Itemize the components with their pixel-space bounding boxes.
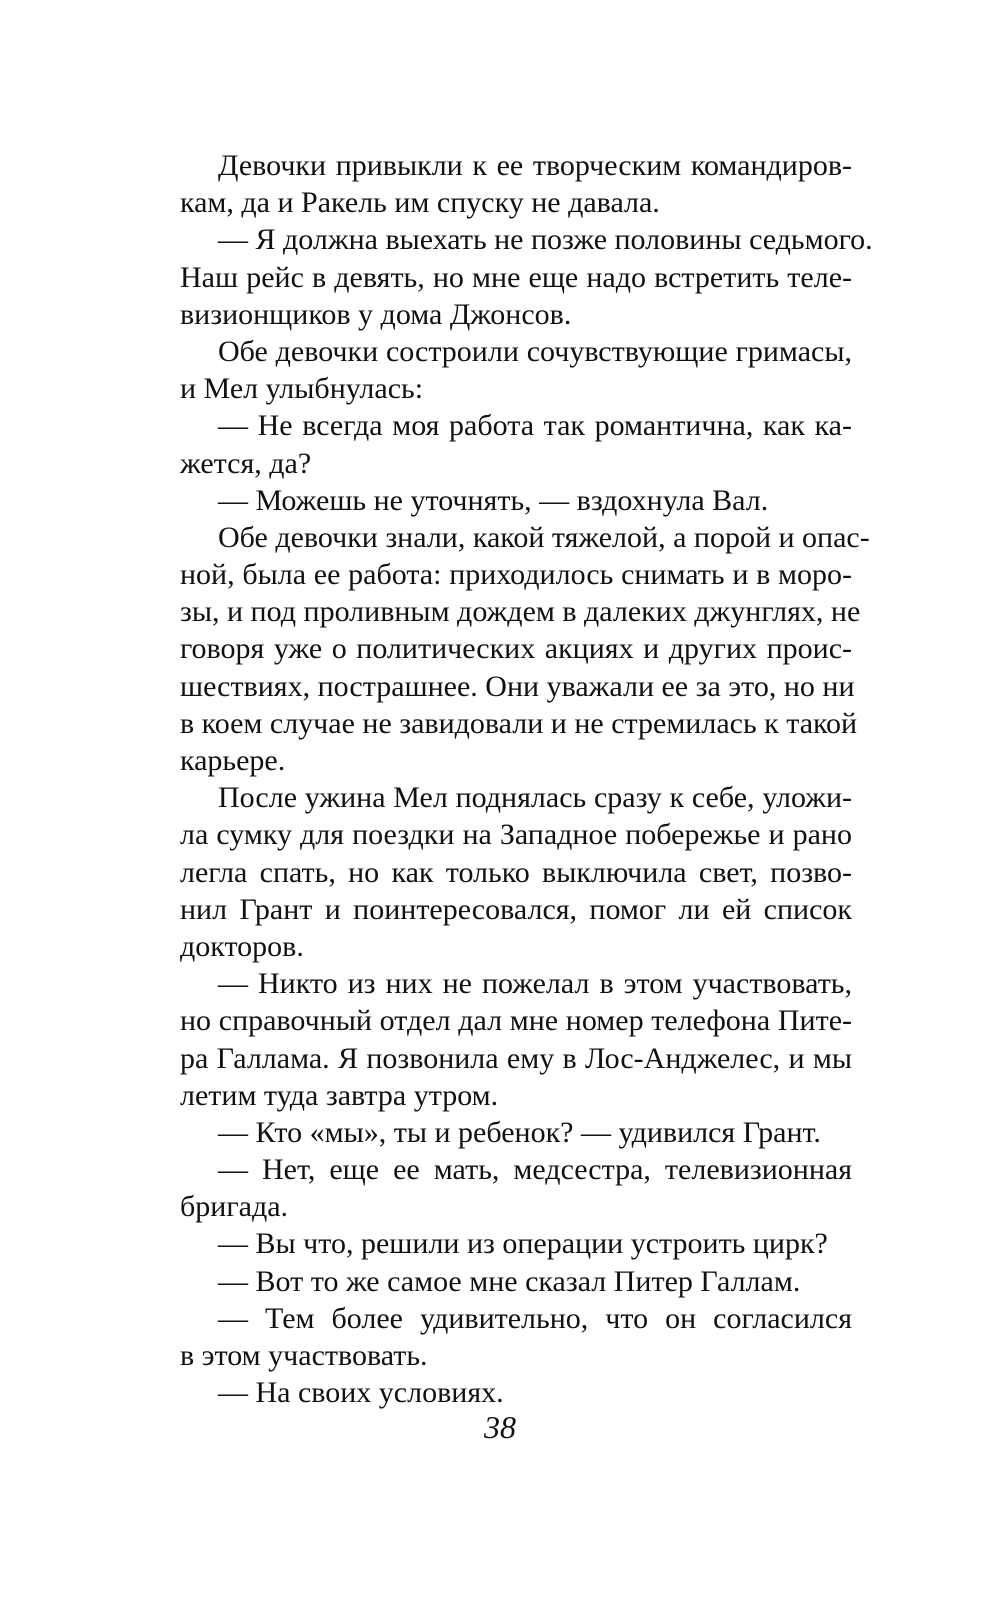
text-line: нил Грант и поинтересовался, помог ли ей список xyxy=(180,892,852,926)
text-line: Обе девочки состроили сочувствующие гримасы, xyxy=(218,334,852,368)
text-line: — Кто «мы», ты и ребенок? — удивился Грант. xyxy=(218,1115,821,1149)
text-line: ра Галлама. Я позвонила ему в Лос-Анджелес, и мы xyxy=(180,1041,852,1075)
text-line: летим туда завтра утром. xyxy=(180,1078,499,1112)
text-line: После ужина Мел поднялась сразу к себе, уложи- xyxy=(218,781,852,815)
text-line: говоря уже о политических акциях и других проис- xyxy=(180,632,852,666)
text-line: жется, да? xyxy=(180,446,312,480)
text-line: Девочки привыкли к ее творческим командиров- xyxy=(218,149,852,182)
text-line: — Никто из них не пожелал в этом участвовать, xyxy=(218,967,852,1001)
text-line: карьере. xyxy=(180,744,286,777)
text-line: Наш рейс в девять, но мне еще надо встретить теле- xyxy=(180,260,852,294)
text-line: бригада. xyxy=(180,1190,289,1224)
text-line: — Тем более удивительно, что он согласился xyxy=(218,1301,852,1335)
text-line: в коем случае не завидовали и не стремилась к такой xyxy=(180,706,858,740)
text-line: — На своих условиях. xyxy=(218,1376,504,1410)
page-number: 38 xyxy=(484,1409,516,1445)
text-line: — Нет, еще ее мать, медсестра, телевизионная xyxy=(218,1153,852,1187)
text-line: Обе девочки знали, какой тяжелой, а порой и опас- xyxy=(218,520,870,554)
text-line: — Не всегда моя работа так романтична, как ка- xyxy=(218,409,852,443)
text-line: кам, да и Ракель им спуску не давала. xyxy=(180,186,660,220)
text-line: зы, и под проливным дождем в далеких джунглях, не xyxy=(180,595,861,629)
text-line: легла спать, но как только выключила свет, позво- xyxy=(180,855,852,889)
text-line: докторов. xyxy=(180,929,304,963)
text-line: — Можешь не уточнять, — вздохнула Вал. xyxy=(218,483,769,517)
text-line: шествиях, пострашнее. Они уважали ее за это, но ни xyxy=(180,669,855,703)
text-line: и Мел улыбнулась: xyxy=(180,372,424,406)
text-line: в этом участвовать. xyxy=(180,1339,428,1372)
text-line: — Я должна выехать не позже половины седьмого. xyxy=(218,223,873,257)
text-line: ла сумку для поездки на Западное побережье и рано xyxy=(180,818,852,852)
text-line: но справочный отдел дал мне номер телефона Пите- xyxy=(180,1004,852,1038)
text-line: — Вы что, решили из операции устроить цирк? xyxy=(218,1227,828,1261)
text-line: визионщиков у дома Джонсов. xyxy=(180,297,572,331)
text-line: ной, была ее работа: приходилось снимать и в моро- xyxy=(180,558,852,592)
text-line: — Вот то же самое мне сказал Питер Галлам. xyxy=(218,1264,801,1298)
page-text-block xyxy=(180,147,873,1411)
